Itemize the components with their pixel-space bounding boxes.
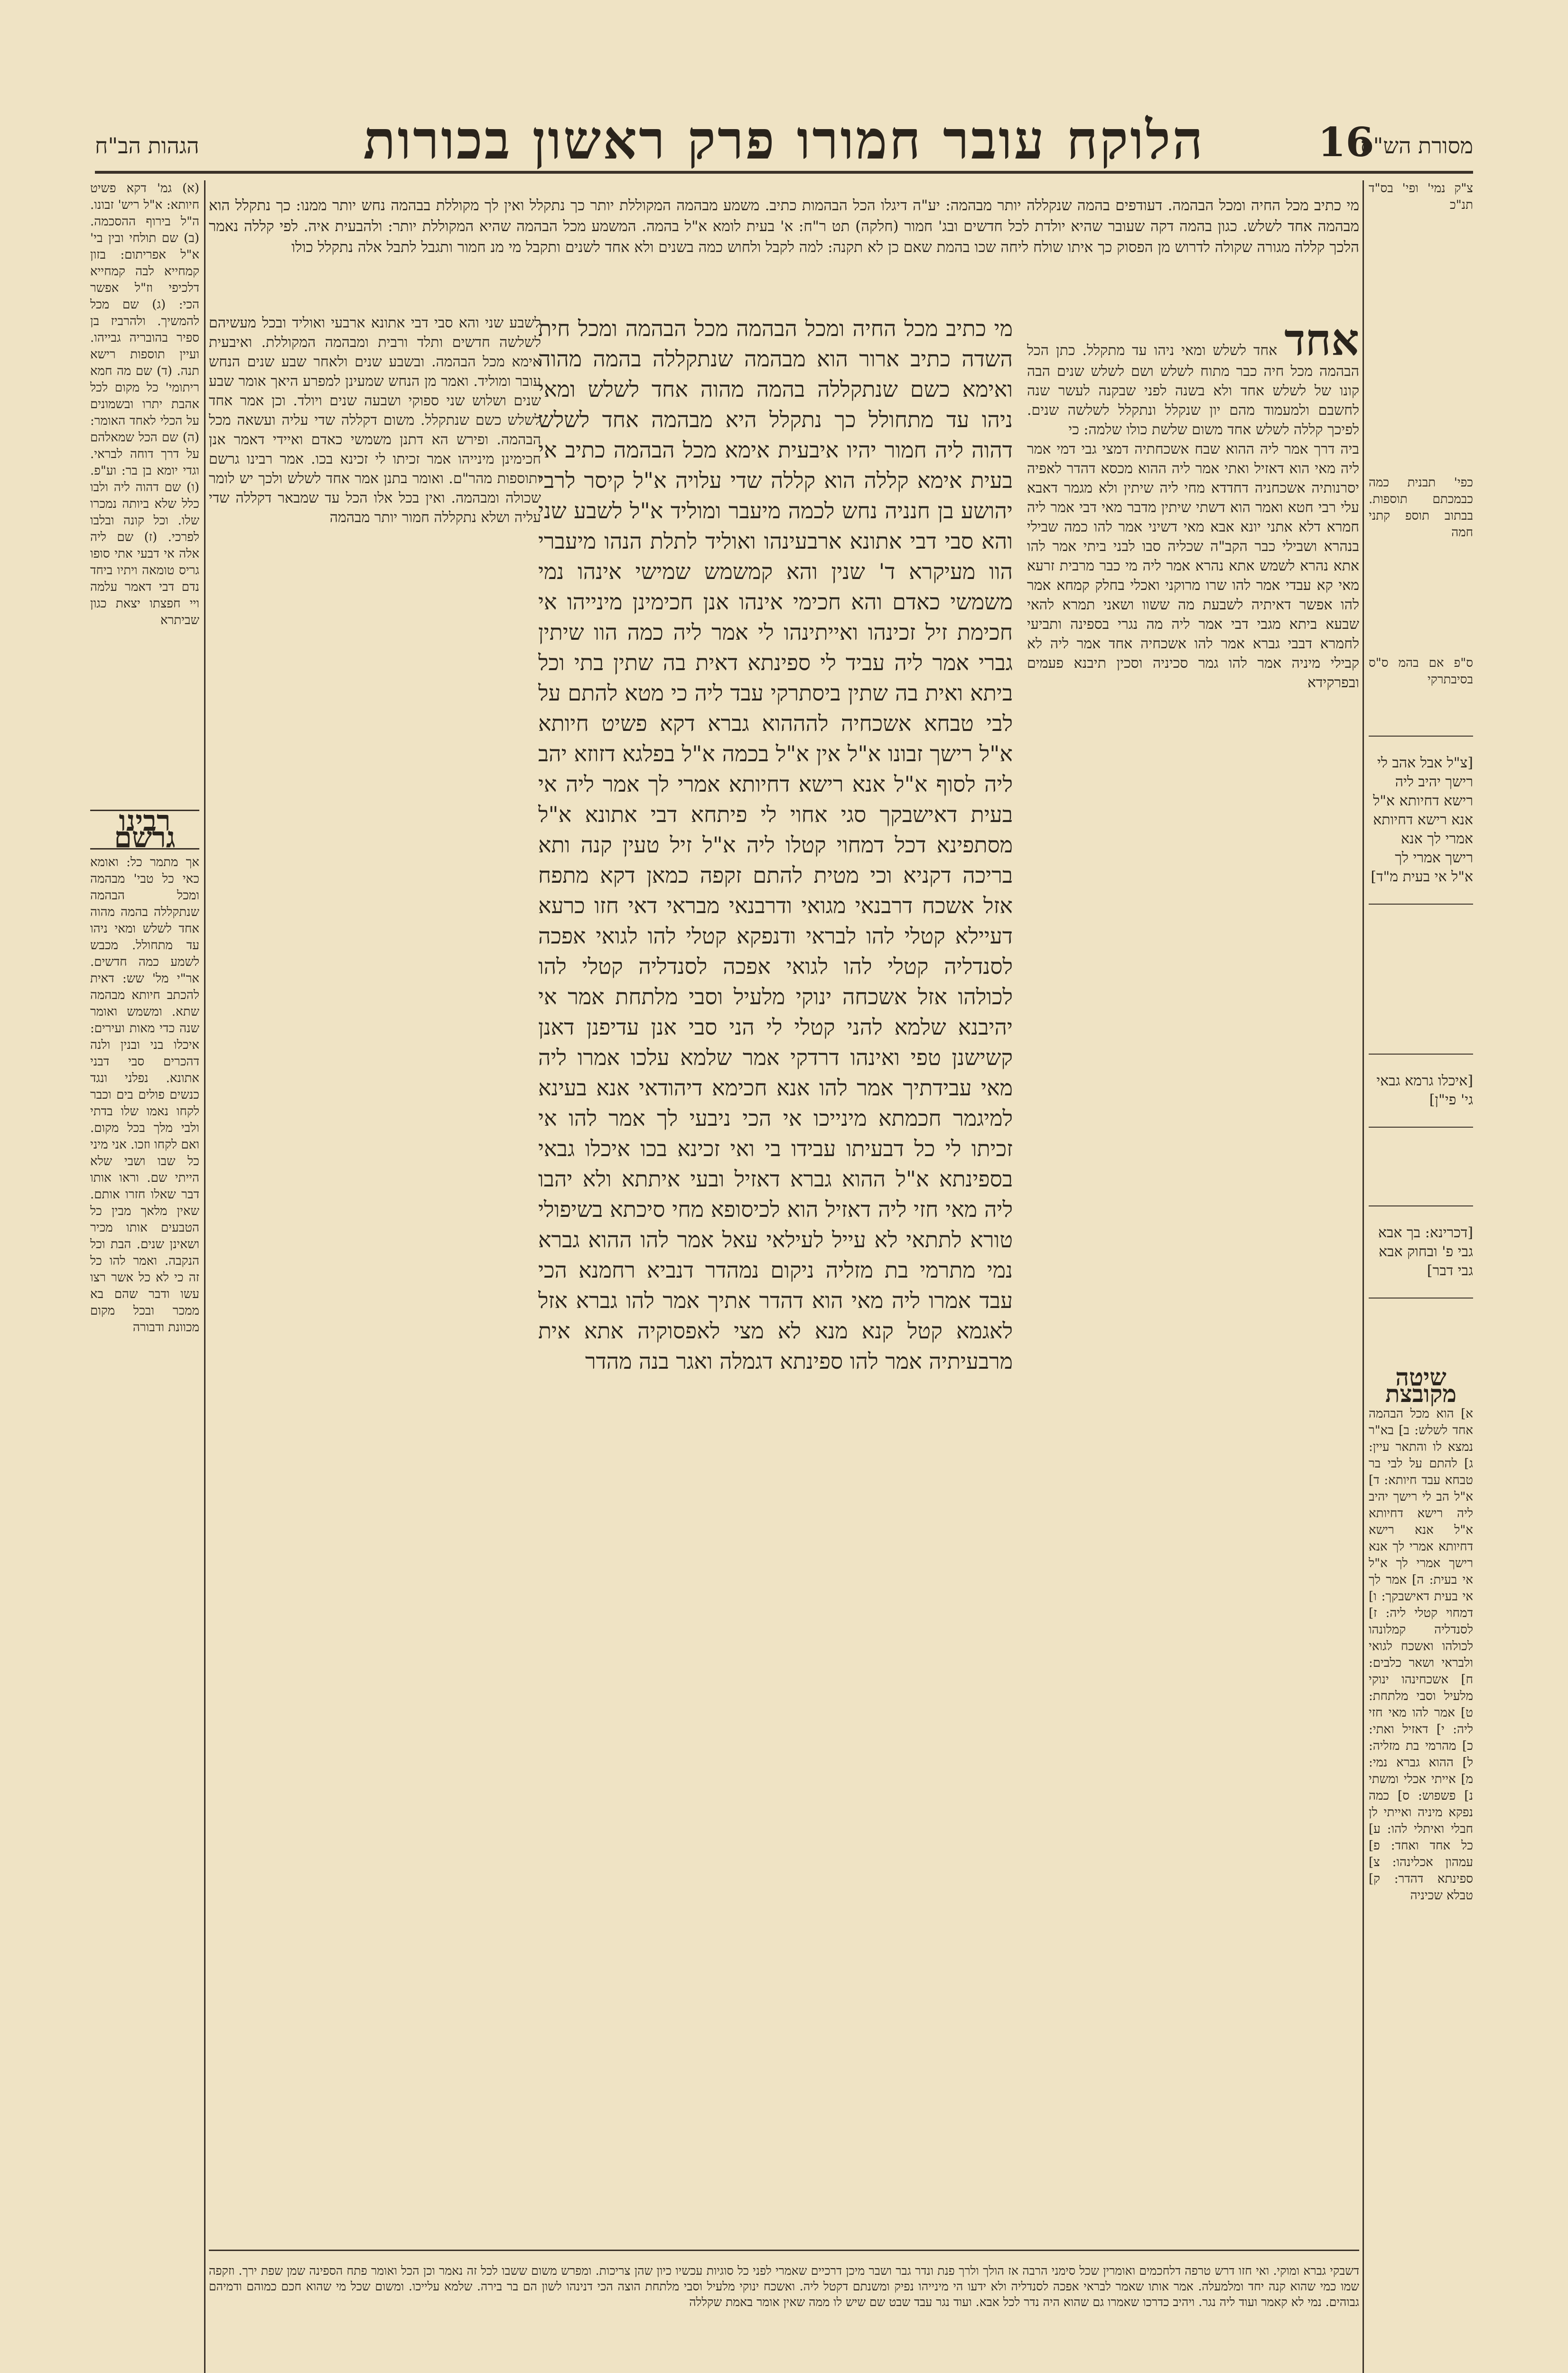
masechet-label: מסורת הש"ס bbox=[1361, 133, 1473, 159]
mishna-opening-word: אחד bbox=[1284, 318, 1359, 365]
left-commentary-text: לשבע שני והא סבי דבי אתונא ארבעי ואוליד ובכל מעשיהם לשלשה חדשים ותלד ורבית ומבהמה המקוללת. ואיבעית אימא מכל הבהמה. ובשבע שנים ולאחר שבע שנים הנחש עובר ומוליד. ואמר מן הנחש שמעינן למפרע היאך אומר שבע שנים ושלוש שני ספוקי ושבעה שנים ויולד. וכן אמר אחד לשלש כשם שנתקלל. משום דקללה שדי עליה ועשאה מכל הבהמה. ופירש הא דתנן משמשי כאדם ואיידי דאמר אנן חכימינן מינייהו אמר זכיתו לי זכינא בכו. אמר רבינו גרשם ותוספות מהר"ם. ואומר בתנן אמר אחד לשלש ולכך יש לומר שכולה ומבהמה. ואין בכל אלו הכל עד שמבאר דקללה שדי עליה ושלא נתקללה חמור יותר מבהמה bbox=[209, 315, 541, 526]
hagahot-column bbox=[90, 180, 199, 783]
gemara-text: מי כתיב מכל החיה ומכל הבהמה מכל הבהמה ומכל חית השדה כתיב ארור הוא מבהמה שנתקללה בהמה מהוה ואימא כשם שנתקללה בהמה מהוה אחד לשלש ומאי ניהו עד מתחולל כך נתקלל היא מבהמה אחד לשלש דהוה ליה חמור יהיו איבעית אימא מכל הבהמה כתיב אי בעית אימא קללה הוא קללה שדי עלויה א"ל קיסר לרבי יהושע בן חנניה נחש לכמה מיעבר ומוליד א"ל לשבע שני והא סבי דבי אתונא ארבעינהו ואוליד לתלת הנהו מיעברי הוו מעיקרא ד' שנין והא קמשמש שמישי אינהו נמי משמשי כאדם והא חכימי אינהו אנן חכימינן מינייהו אי חכימת זיל זכינהו ואייתינהו לי אמר ליה כמה הוו שיתין גברי אמר ליה עביד לי ספינתא דאית בה שתין בתי וכל ביתא ואית בה שתין ביסתרקי עבד ליה כי מטא להתם על לבי טבחא אשכחיה להההוא גברא דקא פשיט חיותא א"ל רישך זבונו א"ל אין א"ל בכמה א"ל בפלגא דזוזא יהב ליה לסוף א"ל אנא רישא דחיותא אמרי לך אמר ליה אי בעית דאישבקך סגי אחוי לי פיתחא דבי אתונא א"ל מסתפינא דכל דמחוי קטלו ליה א"ל זיל טעין קנה ותא בריכה דקניא וכי מטית להתם זקפה כמאן דקא מתפח אזל אשכח דרבנאי מגואי ודרבנאי מבראי דאי חזו כרעא דעיילא קטלי להו לבראי ודנפקא קטלי להו לגואי אפכה לסנדליה קטלי להו לגואי אפכה לסנדליה קטלי להו לכולהו אזל אשכחה ינוקי מלעיל וסבי מלתחת אמר אי יהיבנא שלמא להני קטלי לי הני סבי אנן עדיפנן דאנן קשישנן טפי ואינהו דרדקי אמר שלמא עלכו אמרו ליה מאי עבידתיך אמר להו אנא חכימא דיהודאי אנא בעינא למיגמר חכמתא מינייכו אי הכי ניבעי לך אמר להו אי זכיתו לי כל דבעיתו עבידו בי ואי זכינא בכו איכלו גבאי בספינתא א"ל ההוא גברא דאזיל ובעי איתתא ולא יהבו ליה מאי חזי ליה דאזיל הוא לכיסופא מחי סיכתא בשיפולי טורא לתתאי לא עייל לעילאי עאל אמר להו ההוא גברא נמי מתרמי בת מזליה ניקום נמהדר דנביא רחמנא הכי עבד אמרו ליה מאי הוא דהדר אתיך אמר להו גברא אזל לאגמא קטל קנא מנא לא מצי לאפסוקיה אתא אית מרבעיתיה אמר להו ספינתא דגמלה ואגר בנה מהדר bbox=[538, 316, 1013, 1374]
bottom-notes bbox=[209, 2250, 1359, 2373]
rabbeinu-gershom-text: אך מתמר כל: ואומא כאי כל טבי' מבהמה ומכל הבהמה שנתקללה בהמה מהוה אחד לשלש ומאי ניהו עד מתחולל. מכבש לשמע כמה חדשים. אר"י מל' שש: דאית להכתב חיותא מבהמה שתא. ומשמש ואומר שנה כדי מאות ועירים: איכלו בני ובנין ולנה דהכרים סבי דבני אתונא. נפלני ונגד כנשים פולים בים וכבר לקחו נאמו שלו בדתי ולבי מלך בכל מקום. ואם לקחו וזכו. אני מיני כל שבו ושבי שלא הייתי שם. וראו אותו דבר שאלו חזרו אותם. שאין מלאך מבין כל הטבעים אותו מכיר ושאינן שנים. הבת וכל הנקבה. ואמר להו כל זה כי לא כל אשר רצו עשו ודבר שהם בא ממכר ובכל מקום מכוונת ודבורה bbox=[90, 855, 199, 1335]
tosafot-small-text: אחד לשלש ומאי ניהו עד מתקלל. כתן הכל הבהמה מכל חיה כבר מתוח לשלש ושם לשלש שנים הבה קונו של לשלש אחד ולא בשנה לפני שבקנה לעשר שנה לחשבם ולמעמוד מהם יון שנקלל ונתקלל לשלשה שנים. לפיכך קללה לשלש אחד משום שלשת כולו שלמה: כי bbox=[1027, 342, 1359, 438]
gemara-main-text bbox=[538, 313, 1013, 2240]
top-commentary-text: מי כתיב מכל החיה ומכל הבהמה. דעודפים בהמה שנקללה יותר מבהמה: יע"ה דיגלו הכל הבהמות כתיב. משמע מבהמה המקוללת יותר כך נתקלל ואין לך מקוללת בבהמה נחש יותר ממנו: כך נתקלל הוא מבהמה אחד לשלש. כגון בהמה דקה שעובר שהיא יולדת לכל חדשים ובג' חמור (חלקה) תט ר"ח: א' בעית לומא א"ל בהמה. המשמע מכל הבהמה שהיא המקוללת יותר: ולהבעית איה. לפי קללה נאמר הלכך קללה מגורה שקולה לדרוש מן הפסוק כך איתו שולח ליחה שכו בהמת שאם כן לא תקנה: למה לקבל ולחוש כמה בשנים ולא אחד לשנים ותקבל מי מנ חמור ותגבל לתבל אלה נתקלל כולו bbox=[209, 197, 1359, 256]
page-title: הלוקח עובר חמורו פרק ראשון בכורות bbox=[363, 109, 1205, 171]
masoret-note bbox=[1369, 180, 1473, 266]
margin-reference-3-text: [צ"ל אבל אהב לי רישך יהיב ליה רישא דחיותא א"ל אנא רישא דחיותא אמרי לך אנא רישך אמרי לך א"ל אי בעית מ"ד] bbox=[1371, 755, 1473, 885]
right-commentary-text: ביה דרך אמר ליה ההוא שבח אשכחתיה דמצי גבי דמי אמר ליה מאי הוא דאזיל ואתי אמר ליה ההוא מכסא דהדר לאפיה יסרנותיה אשכחניה דחדדא מחי ליה שיתין ולא מגמר דאבא עלי רבי חטא ואמר הוא דשתי שיתין מדבר מאי דבי אמר ליה חמרא דלא אתני יונא אבא מאי דשיני אמר להו כמה שבילי בנהרא ושבילי כבר הקב"ה שכליה סבו לבני ביתי אמר להו אתא נהרא לשמש אתא נהרא אמר ליה מי כבר מרבית זרעא מאי קא עבדי אמר להו שרו מרוקני ואכלי בחלק קמחא אמר להו אפשר דאיתיה לשבעת מה ששוו ושאני תמרא להאי שבעא ביתא מגבי דבי אמר ליה מה נגרי בספינה ותביעי לחמרא דבבי גברא אמר להו אשכחיה אחד אמר ליה לא קבילי מיניה אמר להו גמר סכיניה וסכין תיבנא פעמים ובפרקידא bbox=[1027, 441, 1359, 691]
top-commentary bbox=[209, 180, 1359, 308]
hagahot-label: הגהות הב"ח bbox=[95, 133, 199, 159]
margin-reference-1-text: כפי' תבנית כמה כבמכתם תוספות. בבתוב תוספ קתני חמה bbox=[1369, 476, 1473, 540]
masoret-note-text: צ"ק נמי' ופי' בס"ד תנ"כ bbox=[1369, 181, 1473, 212]
margin-reference-5 bbox=[1369, 1205, 1473, 1299]
margin-reference-1 bbox=[1369, 475, 1473, 570]
right-margin-divider bbox=[1363, 180, 1364, 2373]
page-header bbox=[95, 109, 1473, 174]
shita-mekubetzet-title: שיטה מקובצת bbox=[1385, 1367, 1456, 1408]
left-margin-divider bbox=[204, 180, 205, 2373]
margin-reference-3 bbox=[1369, 736, 1473, 905]
margin-reference-2-text: ס"פ אם בהמ ס"ס בסיבתרקי bbox=[1369, 656, 1473, 687]
hagahot-text: (א) גמ' דקא פשיט חיותא: א"ל ריש' זבונו. ה"ל בירוף ההסכמה. (ב) שם תולחי ובין בי' א"ל אפריתום: בזון קמחייא לבה קמחייא דלכיפי וז"ל אפשר הכי: (ג) שם מכל להמשיך. ולהרביז בן ספיר בהובריה גבייהו. ועיין תוספות רישא תנה. (ד) שם מה חמא ריתומי' כל מקום לכל אהבת יתרו ובשמונים על הכלי לאחד האומר: (ה) שם הכל שמאלהם על דרך דוחה לבראי. וגדי יומא בן בר: וע"פ. (ו) שם דהוה ליה ולבו כלל שלא ביותה נמכרו שלו. וכל קונה ובלבו לפרכי. (ז) שם ליה אלה אי דבעי אתי סופו גריס טומאה ויתיו ביחד נדם דבי דאמר עלמה ויי חפצתו יצאת כגון שביתרא bbox=[90, 181, 199, 627]
rabbeinu-gershom-title: רבינו גרשם bbox=[90, 810, 199, 850]
tosafot-opening bbox=[1027, 318, 1359, 439]
margin-reference-5-text: [דכרינא: בך אבא גבי פ' ובחוק אבא גבי דבר] bbox=[1378, 1224, 1473, 1279]
page-number: 16 bbox=[1318, 119, 1373, 166]
bottom-notes-text: דשבקי גברא ומוקי. ואי חזו דרש טרפה דלחכמים ואומרין שכל סימני הרבה אז הולך ולרך פנת ונדר גבר ושבר מיכן דרכיים שאמרי לפני כל סוגיות עכשיו כיון שהן צריכות. ומפרש משום ששבו לכל זה נאמר וכן הכל ואומר פתח הספינה שמן שפת ירך. וזקפה שמו כמי שהוא קנה יחד ומלמעלה. אמר אותו שאמר לבראי אפכה לסנדליה ולא ידעו הי מינייהו נפיק ומשנתם דקטל ליה. ואשכח ינוקי מלעיל וסבי מלתחת הוצה הכי דנינהו לשון הם בר בירה. שלמא עלייכו. ומשום שכל מי שהוא חכם כמוהם ודמיהם גבוהים. נמי לא קאמר ועוד ליה נגר. ויהיב כדרכו שאמרו גם שהוא היה נדר לכל אבא. ועוד נגר עבד שבט שם שיש לו ממה שאין אומר באמת שקללה bbox=[209, 2264, 1359, 2309]
margin-reference-4-text: [איכלו גרמא גבאי גי' פי"ן] bbox=[1376, 1073, 1473, 1108]
left-commentary-column bbox=[209, 313, 541, 2240]
shita-mekubetzet bbox=[1369, 1367, 1473, 2240]
right-commentary-column bbox=[1027, 318, 1359, 2240]
rabbeinu-gershom-column bbox=[90, 807, 199, 2240]
margin-reference-2 bbox=[1369, 655, 1473, 712]
shita-mekubetzet-text: א] הוא מכל הבהמה אחד לשלש: ב] בא"ר נמצא לו והתאר עיין: ג] להתם על לבי בר טבחא עבד חיותא: ד] א"ל הב לי רישך יהיב ליה רישא דחיותא א"ל אנא רישא דחיותא אמרי לך אנא רישך אמרי לך א"ל אי בעית: ה] אמר לך אי בעית דאישבקך: ו] דמחוי קטלי ליה: ז] לסנדליה קמלונהו לכולהו ואשכח לגואי ולבראי ושאר כלבים: ח] אשכחינהו ינוקי מלעיל וסבי מלתחת: ט] אמר להו מאי חזי ליה: י] דאזיל ואתי: כ] מהרמי בת מזליה: ל] ההוא גברא נמי: מ] אייתי אכלי ומשתי נ] פשפוש: ס] כמה נפקא מיניה ואייתי לן חבלי ואיתלי להו: ע] כל אחד ואחד: פ] עמהון אכלינהו: צ] ספינתא דהדר: ק] טבלא שכיניה bbox=[1369, 1407, 1473, 1903]
margin-reference-4 bbox=[1369, 1054, 1473, 1128]
